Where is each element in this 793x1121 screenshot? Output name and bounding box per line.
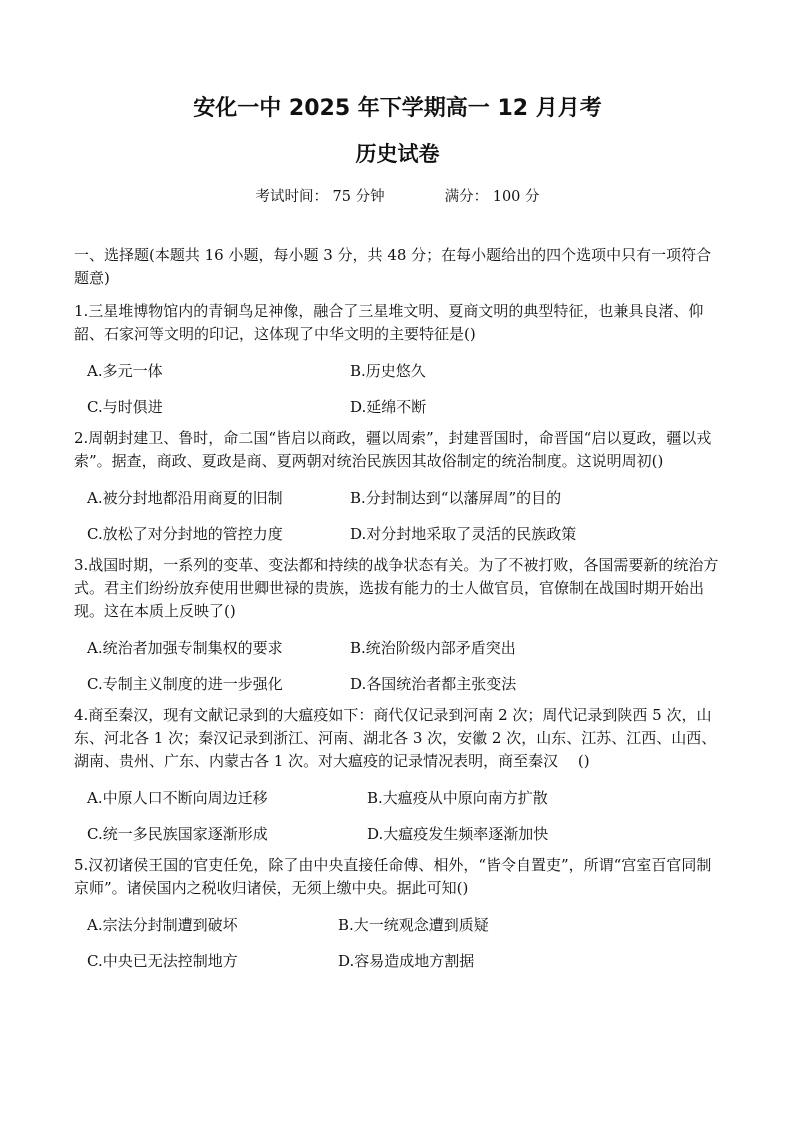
question-3-options	[74, 638, 721, 694]
question-5-stem: 5.汉初诸侯王国的官吏任免，除了由中央直接任命傅、相外，“皆令自置吏”，所谓“宫室百官同制京师”。诸侯国内之税收归诸侯，无须上缴中央。据此可知()	[74, 856, 712, 897]
question-2-stem: 2.周朝封建卫、鲁时，命二国“皆启以商政，疆以周索”，封建晋国时，命晋国“启以夏政，疆以戎索”。据查，商政、夏政是商、夏两朝对统治民族因其故俗制定的统治制度。这说明周初()	[74, 429, 712, 470]
exam-subtitle: 历史试卷	[355, 142, 440, 166]
option-c: C.与时俱进	[87, 398, 163, 416]
option-c: C.统一多民族国家逐渐形成	[87, 825, 268, 843]
option-d: D.各国统治者都主张变法	[350, 675, 517, 693]
option-c: C.专制主义制度的进一步强化	[87, 675, 283, 693]
option-d: D.延绵不断	[350, 398, 427, 416]
option-d: D.对分封地采取了灵活的民族政策	[350, 525, 577, 543]
section-heading: 一、选择题(本题共 16 小题，每小题 3 分，共 48 分；在每小题给出的四个选项中只有一项符合题意)	[74, 246, 712, 287]
option-a: A.多元一体	[87, 362, 163, 380]
option-b: B.分封制达到“以藩屏周”的目的	[350, 489, 562, 507]
question-5-options	[74, 915, 721, 971]
full-score: 满分： 100 分	[444, 189, 540, 205]
option-b: B.大瘟疫从中原向南方扩散	[367, 789, 548, 807]
exam-meta	[74, 187, 721, 207]
option-a: A.统治者加强专制集权的要求	[87, 639, 283, 657]
question-2-options	[74, 488, 721, 544]
exam-title: 安化一中 2025 年下学期高一 12 月月考	[193, 96, 602, 121]
option-a: A.被分封地都沿用商夏的旧制	[87, 489, 283, 507]
option-a: A.宗法分封制遭到破坏	[87, 916, 238, 934]
question-4-options	[74, 788, 721, 844]
question-1-stem: 1.三星堆博物馆内的青铜鸟足神像，融合了三星堆文明、夏商文明的典型特征，也兼具良渚、仰韶、石家河等文明的印记，这体现了中华文明的主要特征是()	[74, 302, 704, 343]
option-b: B.统治阶级内部矛盾突出	[350, 639, 516, 657]
question-1-options	[74, 361, 721, 417]
option-c: C.放松了对分封地的管控力度	[87, 525, 283, 543]
option-a: A.中原人口不断向周边迁移	[87, 789, 268, 807]
question-3-stem: 3.战国时期，一系列的变革、变法都和持续的战争状态有关。为了不被打败，各国需要新的统治方式。君主们纷纷放弃使用世卿世禄的贵族，选拔有能力的士人做官员，官僚制在战国时期开始出现。这在本质上反映了()	[74, 556, 719, 620]
question-4-stem: 4.商至秦汉，现有文献记录到的大瘟疫如下：商代仅记录到河南 2 次；周代记录到陕西 5 次，山东、河北各 1 次；秦汉记录到浙江、河南、湖北各 3 次，安徽 2 次，山东、江苏、江西、山西、湖南、贵州、广东、内蒙古各 1 次。对大瘟疫的记录情况表明，商至秦汉 ()	[74, 706, 717, 770]
option-d: D.容易造成地方割据	[338, 952, 475, 970]
option-c: C.中央已无法控制地方	[87, 952, 238, 970]
exam-time: 考试时间： 75 分钟	[255, 189, 385, 205]
option-d: D.大瘟疫发生频率逐渐加快	[367, 825, 549, 843]
option-b: B.大一统观念遭到质疑	[338, 916, 489, 934]
option-b: B.历史悠久	[350, 362, 426, 380]
